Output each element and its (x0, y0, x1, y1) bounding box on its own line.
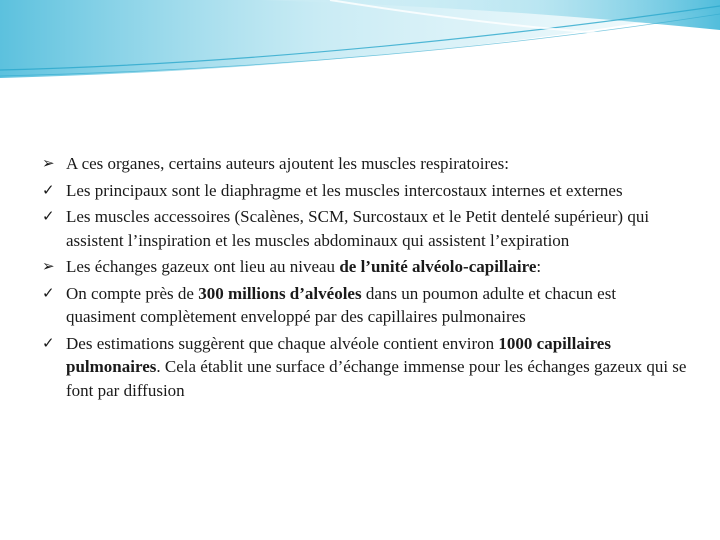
bullet-item (42, 152, 690, 176)
bullet-text-part: Les principaux sont le diaphragme et les muscles intercostaux internes et externes (66, 180, 623, 200)
bullet-item (42, 282, 690, 329)
check-bullet-icon: ✓ (42, 283, 55, 302)
bullet-item (42, 205, 690, 252)
bullet-text-part: On compte près de (66, 283, 199, 303)
arrow-bullet-icon: ➢ (42, 257, 55, 275)
bullet-text (66, 257, 541, 276)
bullet-text-part: Les échanges gazeux ont lieu au niveau (66, 257, 340, 276)
bullet-text-part: : (536, 257, 542, 276)
bullet-text-bold: 300 millions d’alvéoles (198, 283, 362, 303)
bullet-list (42, 152, 690, 405)
check-bullet-icon: ✓ (42, 333, 55, 352)
bullet-text-part: . Cela établit une surface d’échange immense pour les échanges gazeux qui se font par diffusion (66, 357, 687, 400)
bullet-text-part: Des estimations suggèrent que chaque alvéole contient environ (66, 333, 499, 353)
bullet-text (66, 207, 649, 250)
bullet-text (66, 284, 616, 327)
bullet-item (42, 332, 690, 403)
check-bullet-icon: ✓ (42, 180, 55, 199)
bullet-item (42, 255, 690, 279)
header-wave-decoration (0, 0, 720, 90)
bullet-text-part: dans un poumon adulte et chacun est quasiment complètement enveloppé par des capillaires pulmonaires (66, 283, 617, 326)
bullet-text-part: Les muscles accessoires (Scalènes, SCM, Surcostaux et le Petit dentelé supérieur) qui assistent l’inspiration et les muscles abdominaux qui assistent l’expiration (66, 207, 650, 250)
bullet-text (66, 154, 509, 173)
bullet-text-bold: de l’unité alvéolo-capillaire (339, 257, 537, 276)
bullet-item (42, 179, 690, 203)
check-bullet-icon: ✓ (42, 207, 55, 225)
bullet-text-bold: 1000 capillaires pulmonaires (66, 333, 611, 376)
bullet-text-part: A ces organes, certains auteurs ajoutent les muscles respiratoires: (66, 154, 509, 173)
arrow-bullet-icon: ➢ (42, 154, 55, 172)
bullet-text (66, 334, 686, 400)
bullet-text (66, 181, 623, 200)
